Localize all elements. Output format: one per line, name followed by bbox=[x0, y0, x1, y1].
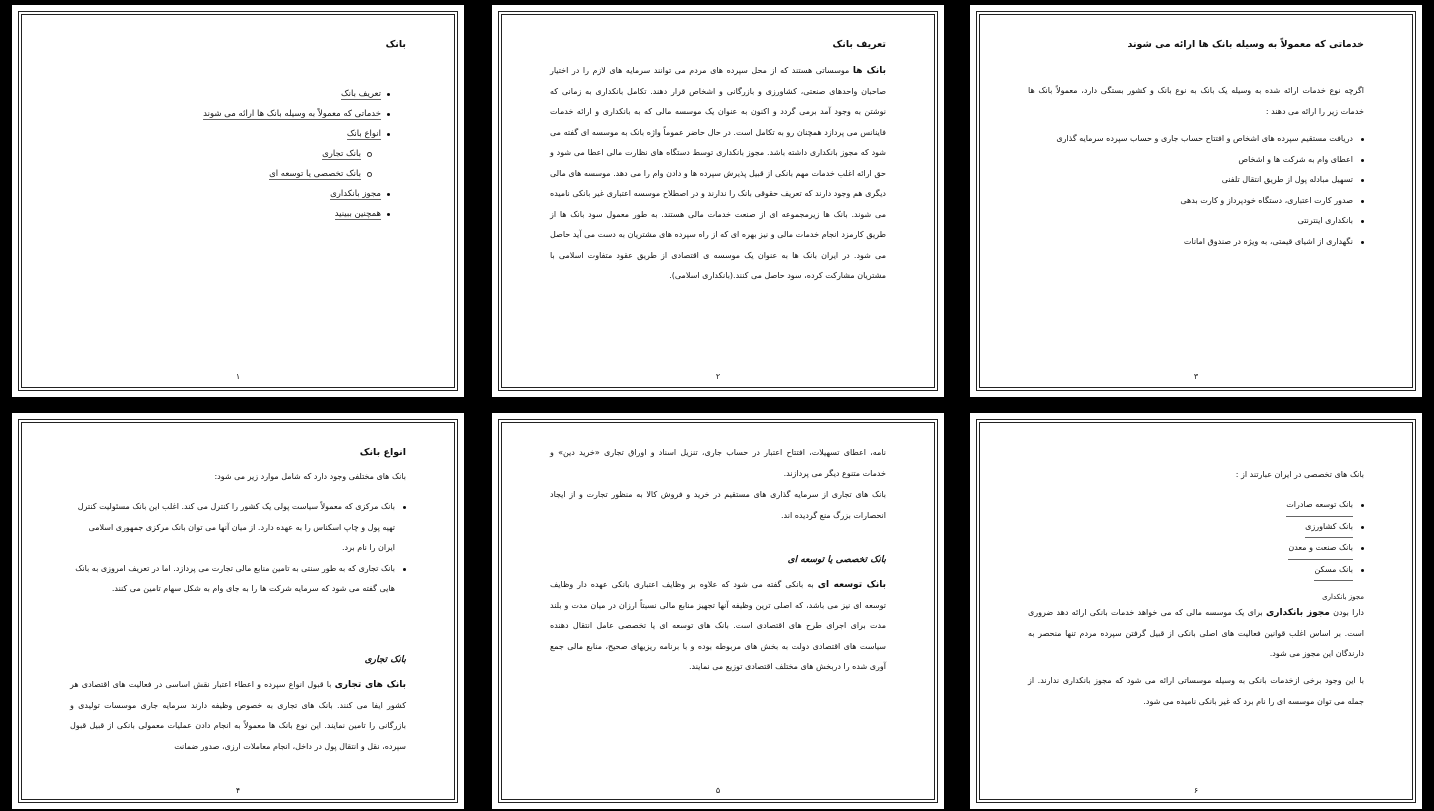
circle-bullet-icon bbox=[367, 152, 372, 157]
bullet-icon bbox=[387, 133, 390, 136]
bullet-icon bbox=[1361, 547, 1364, 550]
continued-paragraph: نامه، اعطای تسهیلات، افتتاح اعتبار در حساب جاری، تنزیل اسناد و اوراق تجاری «خرید دین» و خدمات متنوع دیگر می پردازند. bbox=[550, 448, 886, 478]
body-paragraph: دارا بودن مجوز بانکداری برای یک موسسه مالی که می خواهد خدمات بانکی ارائه دهد ضروری است. بر اساس اغلب قوانین فعالیت های اصلی بانکی از قبیل گرفتن سپرده مردم تنها منحصر به دارندگان این مجوز می شود. bbox=[1028, 608, 1364, 658]
page-title: تعریف بانک bbox=[832, 39, 886, 50]
bullet-icon bbox=[1361, 138, 1364, 141]
bullet-icon bbox=[1361, 179, 1364, 182]
section-heading: بانک تخصصی یا توسعه ای bbox=[787, 555, 886, 565]
page-3 bbox=[970, 5, 1422, 397]
body-paragraph: بانک توسعه ای به بانکی گفته می شود که علاوه بر وظایف اعتباری بانکی عهده دار وظایف توسعه ای نیز می باشد، که اصلی ترین وظیفه آنها تجهیز منابع مالی نسبتاً ارزان در میان مدت و بلند مدت برای اجرای طرح های اقتصادی است. بانک های توسعه ای یا تخصصی عامل انتقال دهنده سیاست های اقتصادی دولت به بخش های مربوطه بوده و با برنامه ریزیهای صحیح، منابع مالی جمع آوری شده را دربخش های مختلف اقتصادی توزیع می نمایند. bbox=[550, 580, 886, 671]
page-1 bbox=[12, 5, 464, 397]
page-border bbox=[498, 419, 938, 803]
bullet-icon bbox=[387, 113, 390, 116]
bullet-icon bbox=[387, 193, 390, 196]
page-number: ۲ bbox=[715, 372, 721, 381]
list-item: بانک تجاری که به طور سنتی به تامین منابع مالی تجارت می پردازد. اما در تعریف امروزی به بانک هایی گفته می شود که سرمایه شرکت ها را به جای وام به شکل سهام تامین می کنند. bbox=[70, 559, 406, 600]
list-item: صدور کارت اعتباری، دستگاه خودپرداز و کارت بدهی bbox=[1028, 191, 1364, 212]
body-paragraph: با این وجود برخی ازخدمات بانکی به وسیله موسساتی ارائه می شود که مجوز بانکداری ندارند. از جمله می توان موسسه ای را نام برد که غیر بانکی نامیده می شود. bbox=[1028, 676, 1364, 706]
bullet-icon bbox=[387, 93, 390, 96]
body-paragraph: بانک های تجاری از سرمایه گذاری های مستقیم در خرید و فروش کالا به منظور تجارت و از ایجاد انحصارات بزرگ منع گردیده اند. bbox=[550, 490, 886, 520]
toc-item[interactable]: مجوز بانکداری bbox=[330, 189, 390, 200]
list-item: بانک کشاورزی bbox=[1028, 517, 1364, 539]
toc-item[interactable]: تعریف بانک bbox=[341, 89, 390, 100]
bullet-icon bbox=[1361, 159, 1364, 162]
list-item: اعطای وام به شرکت ها و اشخاص bbox=[1028, 150, 1364, 171]
bullet-icon bbox=[1361, 569, 1364, 572]
bullet-icon bbox=[1361, 220, 1364, 223]
page-number: ۳ bbox=[1193, 372, 1199, 381]
toc-item[interactable]: خدماتی که معمولاً به وسیله بانک ها ارائه می شوند bbox=[203, 109, 390, 120]
bullet-icon bbox=[1361, 504, 1364, 507]
list-item: دریافت مستقیم سپرده های اشخاص و افتتاح حساب جاری و حساب سپرده سرمایه گذاری bbox=[1028, 129, 1364, 150]
page-title: انواع بانک bbox=[359, 447, 406, 458]
list-item: بانکداری اینترنتی bbox=[1028, 211, 1364, 232]
section-heading: بانک تجاری bbox=[364, 655, 406, 665]
page-number: ۶ bbox=[1193, 786, 1199, 795]
table-of-contents bbox=[90, 81, 390, 221]
page-border bbox=[976, 419, 1416, 803]
page-number: ۵ bbox=[715, 786, 721, 795]
page-5 bbox=[492, 413, 944, 809]
bullet-icon bbox=[387, 213, 390, 216]
bullet-icon bbox=[1361, 526, 1364, 529]
list-item: بانک مرکزی که معمولاً سیاست پولی یک کشور را کنترل می کند. اغلب این بانک مسئولیت کنترل تهیه پول و چاپ اسکناس را به عهده دارد. از میان آنها می توان بانک مرکزی جمهوری اسلامی ایران را نام برد. bbox=[70, 497, 406, 559]
page-number: ۴ bbox=[235, 786, 241, 795]
intro-paragraph: بانک های مختلفی وجود دارد که شامل موارد زیر می شود: bbox=[214, 472, 406, 481]
page-title: خدماتی که معمولاً به وسیله بانک ها ارائه می شوند bbox=[1127, 39, 1364, 50]
page-border bbox=[498, 11, 938, 391]
services-list bbox=[1028, 129, 1364, 252]
bullet-icon bbox=[403, 568, 406, 571]
page-border bbox=[18, 11, 458, 391]
list-item: بانک توسعه صادرات bbox=[1028, 495, 1364, 517]
page-number: ۱ bbox=[235, 372, 241, 381]
toc-subitem[interactable]: بانک تجاری bbox=[322, 149, 372, 160]
list-item: نگهداری از اشیای قیمتی، به ویژه در صندوق امانات bbox=[1028, 232, 1364, 253]
circle-bullet-icon bbox=[367, 172, 372, 177]
intro-paragraph: اگرچه نوع خدمات ارائه شده به وسیله یک بانک به نوع بانک و کشور بستگی دارد، معمولاً بانک ها خدمات زیر را ارائه می دهند : bbox=[1028, 86, 1364, 116]
intro-paragraph: بانک های تخصصی در ایران عبارتند از : bbox=[1235, 470, 1364, 479]
bank-types-list bbox=[70, 497, 406, 600]
bullet-icon bbox=[403, 506, 406, 509]
bullet-icon bbox=[1361, 241, 1364, 244]
page-border bbox=[18, 419, 458, 803]
list-item: تسهیل مبادله پول از طریق انتقال تلفنی bbox=[1028, 170, 1364, 191]
page-title: بانک bbox=[385, 39, 406, 50]
page-2 bbox=[492, 5, 944, 397]
list-item: بانک صنعت و معدن bbox=[1028, 538, 1364, 560]
bullet-icon bbox=[1361, 200, 1364, 203]
toc-subitem[interactable]: بانک تخصصی یا توسعه ای bbox=[269, 169, 372, 180]
toc-item[interactable]: انواع بانک bbox=[347, 129, 390, 140]
toc-item[interactable]: همچنین ببینید bbox=[335, 209, 390, 220]
page-4 bbox=[12, 413, 464, 809]
body-paragraph: بانک ها موسساتی هستند که از محل سپرده های مردم می توانند سرمایه های لازم را در اختیار صاحبان واحدهای صنعتی، کشاورزی و بازرگانی و اشخاص قرار دهند. تکامل بانکداری به زمانی که نوشتن به وجود آمد برمی گردد و اکنون به عنوان یک موسسه مالی که به بانکداری و ارائه خدمات فاینانس می پردازد همچنان رو به تکامل است. در حال حاضر عموماً واژه بانک به موسسه ای گفته می شود که مجوز بانکداری داشته باشد. مجوز بانکداری توسط دستگاه های نظارت مالی اعطا می شود و حق ارائه اغلب خدمات مهم بانکی از قبیل پذیرش سپرده ها و دادن وام را می دهد. موسسه های مالی دیگری هم وجود دارند که تعریف حقوقی بانک را ندارند و در اصطلاح موسسه اعتباری غیر بانکی نامیده می شوند. بانک ها زیرمجموعه ای از صنعت خدمات مالی هستند. به طور معمول سود بانک ها از طریق کارمزد انجام خدمات مالی و نیز بهره ای که از راه سپرده های مشتریان به دست می آید حاصل می شود. در ایران بانک ها به عنوان یک موسسه ی اقتصادی از طریق عقود متفاوت اسلامی با مشتریان مشارکت کرده، سود حاصل می کنند.(بانکداری اسلامی). bbox=[550, 66, 886, 280]
specialized-banks-list bbox=[1028, 495, 1364, 581]
body-paragraph: بانک های تجاری با قبول انواع سپرده و اعطاء اعتبار نقش اساسی در فعالیت های اقتصادی هر کشور ایفا می کنند. بانک های تجاری به خصوص وظیفه دارند سرمایه جاری موسسات تولیدی و بازرگانی را تامین نمایند. این نوع بانک ها معمولاً به انجام دادن عملیات معمولی بانکی از قبیل قبول سپرده، نقل و انتقال پول در داخل، انجام معاملات ارزی، صدور ضمانت bbox=[70, 680, 406, 751]
section-label: مجوز بانکداری bbox=[1322, 593, 1364, 601]
list-item: بانک مسکن bbox=[1028, 560, 1364, 582]
page-border bbox=[976, 11, 1416, 391]
page-6 bbox=[970, 413, 1422, 809]
